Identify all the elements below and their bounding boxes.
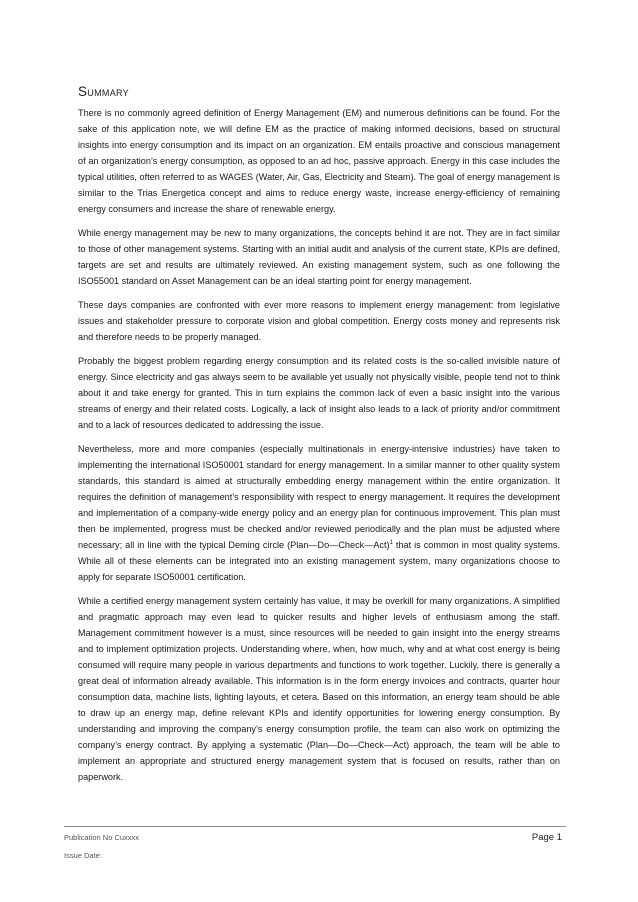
- issue-date: Issue Date:: [64, 851, 102, 860]
- document-body: [78, 84, 560, 793]
- paragraph-3: These days companies are confronted with ever more reasons to implement energy management: from legislative issues and stakeholder pressure to corporate vision and global competition. Energy costs money and represents risk and therefore needs to be properly managed.: [78, 300, 560, 342]
- page-number: Page 1: [531, 832, 562, 843]
- paragraph-6: While a certified energy management system certainly has value, it may be overkill for many organizations. A simplified and pragmatic approach may even lead to quicker results and higher levels of enthusiasm among the staff. Management commitment however is a must, since resources will be needed to gain insight into the energy streams and to implement optimization projects. Understanding where, when, how much, why and at what cost energy is being consumed will require many people in various departments and functions to work together. Luckily, there is generally a great deal of information already available. This information is in the form energy invoices and contracts, quarter hour consumption data, machine lists, lighting layouts, et cetera. Based on this information, an energy team should be able to draw up an energy map, define relevant KPIs and identify opportunities for lowering energy consumption. By understanding and improving the company’s energy consumption profile, the team can also work on optimizing the company’s energy contract. By applying a systematic (Plan—Do—Check—Act) approach, the team will be able to implement an appropriate and structured energy management system that is focused on results, rather than on paperwork.: [78, 596, 560, 782]
- section-heading: Summary: [78, 84, 129, 99]
- page-footer: [64, 826, 566, 860]
- paragraph-5-text-after: that is common in most quality systems. While all of these elements can be integrated into an existing management system, many organizations choose to apply for separate ISO50001 certification.: [78, 540, 560, 582]
- paragraph-5: [78, 441, 560, 585]
- paragraph-5-text-before: Nevertheless, more and more companies (especially multinationals in energy-intensive industries) have taken to implementing the international ISO50001 standard for energy management. In a similar manner to other quality system standards, this standard is aimed at structurally embedding energy management within the entire organization. It requires the definition of management’s responsibility with respect to energy management. It requires the development and implementation of a company-wide energy policy and an energy plan for continuous improvement. This plan must then be implemented, progress must be checked and/or reviewed periodically and the plan must be adjusted where necessary; all in line with the typical Deming circle (Plan—Do—Check—Act): [78, 444, 560, 550]
- paragraph-4: Probably the biggest problem regarding energy consumption and its related costs is the so-called invisible nature of energy. Since electricity and gas always seem to be available yet usually not physically visible, people tend not to think about it and take energy for granted. This in turn explains the common lack of even a basic insight into the various streams of energy and their related costs. Logically, a lack of insight also leads to a lack of priority and/or commitment and to a lack of resources dedicated to addressing the issue.: [78, 356, 560, 430]
- paragraph-2: While energy management may be new to many organizations, the concepts behind it are not. They are in fact similar to those of other management systems. Starting with an initial audit and analysis of the current state, KPIs are defined, targets are set and results are ultimately reviewed. An existing management system, such as one following the ISO55001 standard on Asset Management can be an ideal starting point for energy management.: [78, 228, 560, 286]
- paragraph-1: There is no commonly agreed definition of Energy Management (EM) and numerous definitions can be found. For the sake of this application note, we will define EM as the practice of making informed decisions, based on structural insights into energy consumption and its impact on an organization. EM entails proactive and conscious management of an organization’s energy consumption, as opposed to an ad hoc, passive approach. Energy in this case includes the typical utilities, often referred to as WAGES (Water, Air, Gas, Electricity and Steam). The goal of energy management is similar to the Trias Energetica concept and aims to reduce energy waste, increase energy-efficiency of remaining energy consumers and increase the share of renewable energy.: [78, 108, 560, 214]
- publication-number: Publication No Cuxxxx: [64, 833, 140, 842]
- footnote-marker[interactable]: 1: [389, 539, 393, 546]
